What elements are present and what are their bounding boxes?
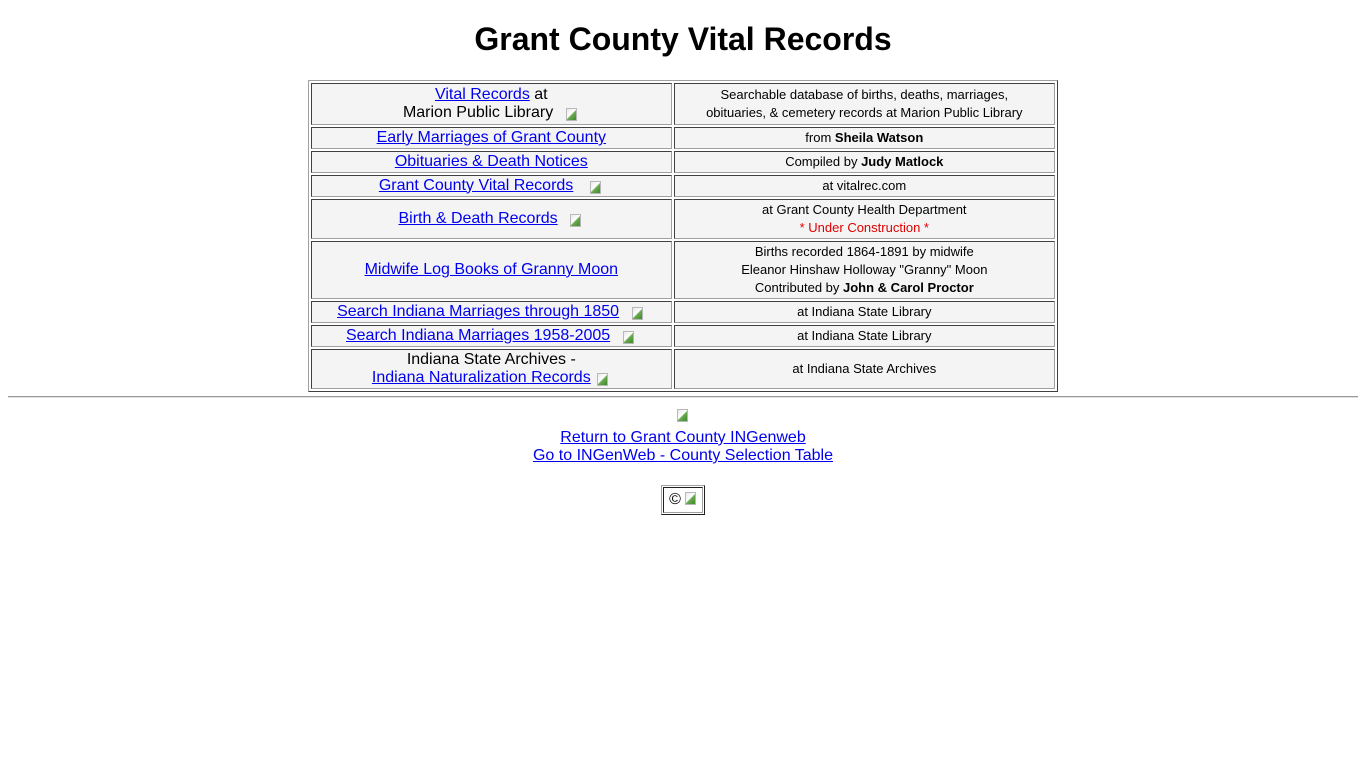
broken-image-icon [568, 213, 584, 229]
record-desc: at Grant County Health Department [762, 202, 967, 217]
record-desc-cell [674, 127, 1055, 149]
record-desc-cell [674, 83, 1055, 125]
broken-image-icon [588, 180, 604, 196]
record-desc-author: Sheila Watson [834, 130, 924, 145]
record-link-naturalization[interactable]: Indiana Naturalization Records [371, 368, 591, 386]
record-desc-cell [674, 349, 1055, 389]
record-link-early-marriages[interactable]: Early Marriages of Grant County [376, 129, 607, 146]
broken-image-icon [564, 107, 580, 123]
broken-image-icon [675, 408, 691, 424]
record-desc-cell [674, 175, 1055, 197]
record-link-cell [311, 325, 672, 347]
page-title: Grant County Vital Records [474, 21, 892, 57]
broken-image-icon [683, 491, 699, 507]
record-desc-line: Births recorded 1864-1891 by midwife [754, 244, 974, 259]
record-link-vital-records-mpl[interactable]: Vital Records [434, 85, 530, 103]
record-desc-cell [674, 151, 1055, 173]
record-desc-cell [674, 199, 1055, 239]
record-link-cell [311, 151, 672, 173]
table-row [311, 175, 1055, 197]
record-desc-line: obituaries, & cemetery records at Marion Public Library [706, 105, 1023, 120]
table-row [311, 241, 1055, 299]
record-desc-cell [674, 241, 1055, 299]
record-link-marriages-1850[interactable]: Search Indiana Marriages through 1850 [337, 302, 620, 320]
under-construction-note: * Under Construction * [799, 220, 929, 235]
record-link-cell [311, 127, 672, 149]
record-desc-cell [674, 301, 1055, 323]
record-desc-line: Eleanor Hinshaw Holloway "Granny" Moon [741, 262, 988, 277]
record-link-cell [311, 175, 672, 197]
copyright-box-inner [663, 487, 703, 513]
table-row [311, 83, 1055, 125]
table-row [311, 325, 1055, 347]
record-link-cell [311, 301, 672, 323]
link-suffix: at [529, 85, 548, 103]
record-desc-prefix: Compiled by [785, 154, 862, 169]
county-selection-table-link[interactable]: Go to INGenWeb - County Selection Table [532, 447, 833, 464]
record-desc-prefix: Contributed by [754, 280, 844, 295]
table-row [311, 151, 1055, 173]
record-desc: at Indiana State Archives [792, 361, 937, 376]
record-link-midwife-log-books[interactable]: Midwife Log Books of Granny Moon [364, 261, 619, 278]
record-desc-author: Judy Matlock [861, 154, 944, 169]
copyright-box [661, 485, 705, 515]
copyright-symbol: © [669, 491, 681, 508]
record-link-cell [311, 349, 672, 389]
record-link-marriages-1958-2005[interactable]: Search Indiana Marriages 1958-2005 [345, 326, 611, 344]
footer [0, 408, 1366, 515]
record-link-cell [311, 83, 672, 125]
record-desc: at Indiana State Library [797, 328, 932, 343]
table-row [311, 349, 1055, 389]
record-desc: at vitalrec.com [822, 178, 907, 193]
record-desc-prefix: from [805, 130, 835, 145]
table-row [311, 199, 1055, 239]
records-table [308, 80, 1058, 392]
record-line2: Marion Public Library [402, 103, 554, 121]
record-desc-author: John & Carol Proctor [843, 280, 974, 295]
return-to-grant-county-link[interactable]: Return to Grant County INGenweb [560, 429, 806, 446]
record-link-birth-death[interactable]: Birth & Death Records [398, 209, 558, 227]
record-link-cell [311, 199, 672, 239]
record-link-grant-county-vital-records[interactable]: Grant County Vital Records [378, 176, 574, 194]
broken-image-icon [595, 372, 611, 388]
broken-image-icon [630, 306, 646, 322]
record-desc: at Indiana State Library [797, 304, 932, 319]
table-row [311, 127, 1055, 149]
record-desc-line: Searchable database of births, deaths, marriages, [720, 87, 1009, 102]
table-row [311, 301, 1055, 323]
record-line1: Indiana State Archives - [406, 350, 576, 368]
record-link-obituaries[interactable]: Obituaries & Death Notices [394, 153, 588, 170]
record-link-cell [311, 241, 672, 299]
record-desc-cell [674, 325, 1055, 347]
broken-image-icon [621, 330, 637, 346]
horizontal-divider [8, 396, 1358, 398]
